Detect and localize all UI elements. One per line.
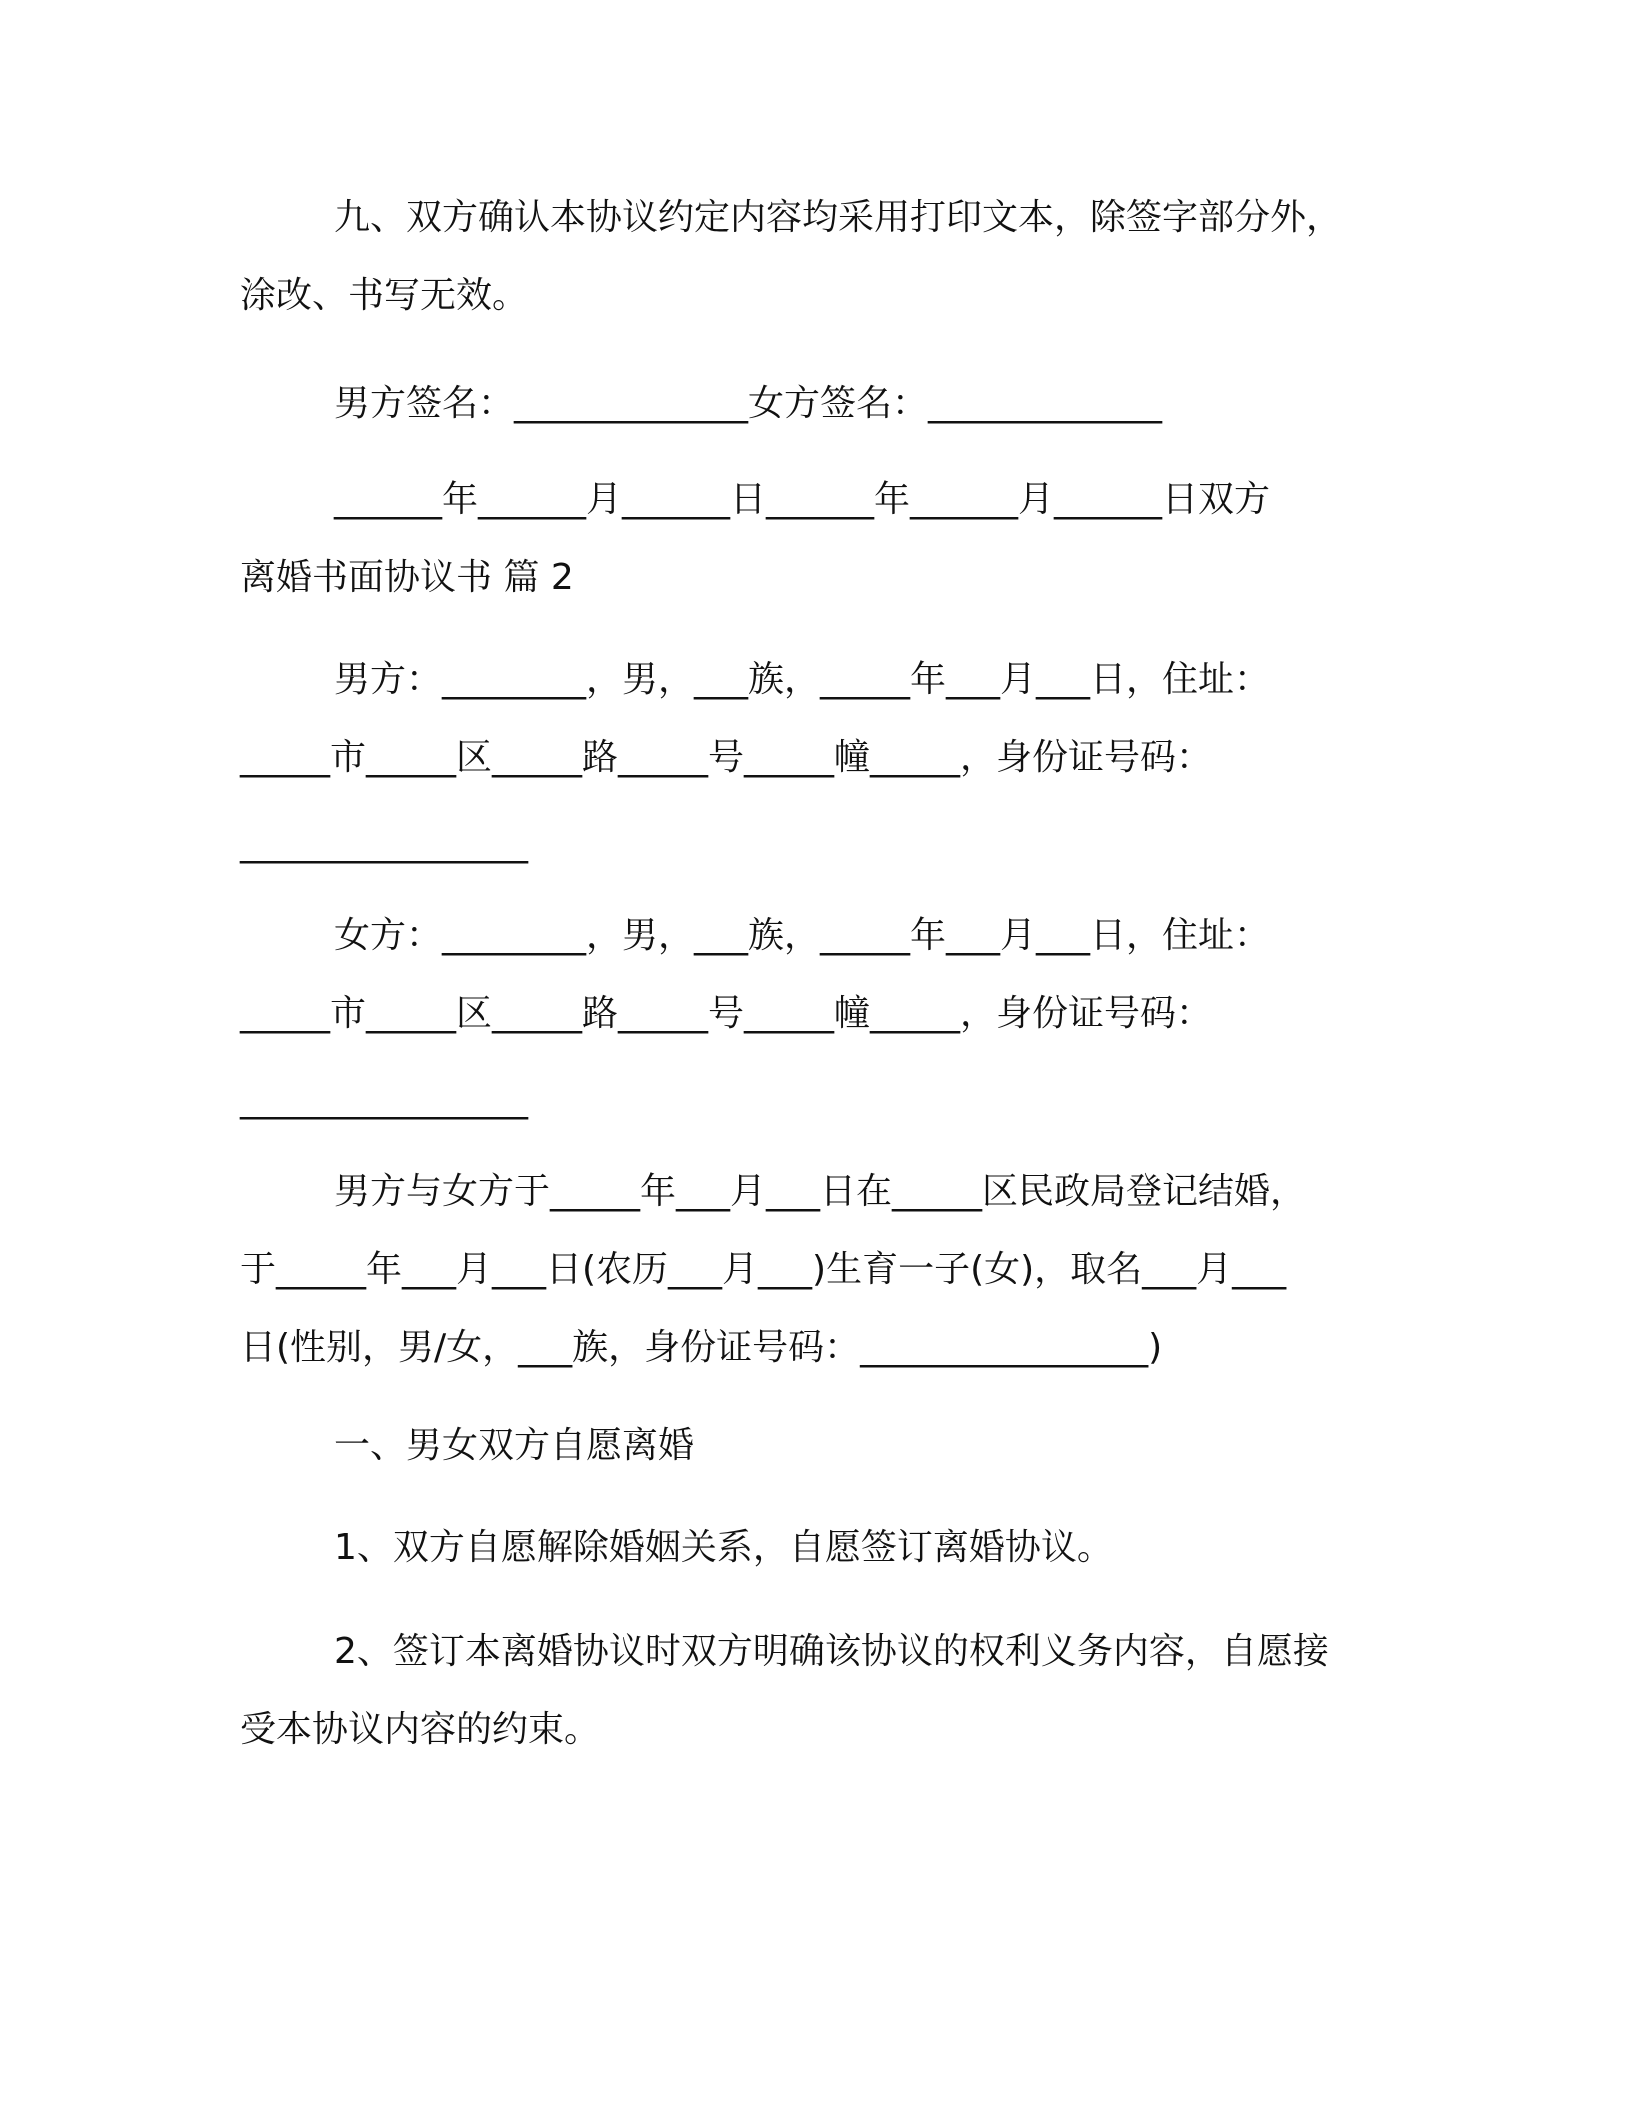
- female-party-id-blank: ________________: [240, 1079, 528, 1120]
- male-party-line-2: _____市_____区_____路_____号_____幢_____，身份证号码：: [240, 737, 1213, 778]
- signature-line: 男方签名：_____________女方签名：_____________: [334, 383, 1163, 424]
- marriage-line-1: 男方与女方于_____年___月___日在_____区民政局登记结婚，: [334, 1171, 1307, 1212]
- date-line: ______年______月______日______年______月______日双方: [334, 479, 1271, 520]
- section-heading: 离婚书面协议书 篇 2: [240, 557, 574, 598]
- male-party-id-blank: ________________: [240, 823, 528, 864]
- marriage-line-2: 于_____年___月___日(农历___月___)生育一子(女)，取名___月___: [240, 1249, 1287, 1290]
- article-1-heading: 一、男女双方自愿离婚: [334, 1425, 695, 1466]
- clause-9-line-2: 涂改、书写无效。: [240, 275, 529, 316]
- female-party-line-1: 女方：________，男，___族，_____年___月___日，住址：: [334, 915, 1271, 956]
- female-party-line-2: _____市_____区_____路_____号_____幢_____，身份证号码：: [240, 993, 1213, 1034]
- item-1: 1、双方自愿解除婚姻关系，自愿签订离婚协议。: [334, 1527, 1113, 1568]
- clause-9-line-1: 九、双方确认本协议约定内容均采用打印文本，除签字部分外，: [334, 197, 1343, 238]
- item-2-line-2: 受本协议内容的约束。: [240, 1709, 601, 1750]
- item-2-line-1: 2、签订本离婚协议时双方明确该协议的权利义务内容，自愿接: [334, 1631, 1329, 1672]
- marriage-line-3: 日(性别，男/女，___族，身份证号码：________________): [240, 1327, 1163, 1368]
- male-party-line-1: 男方：________，男，___族，_____年___月___日，住址：: [334, 659, 1271, 700]
